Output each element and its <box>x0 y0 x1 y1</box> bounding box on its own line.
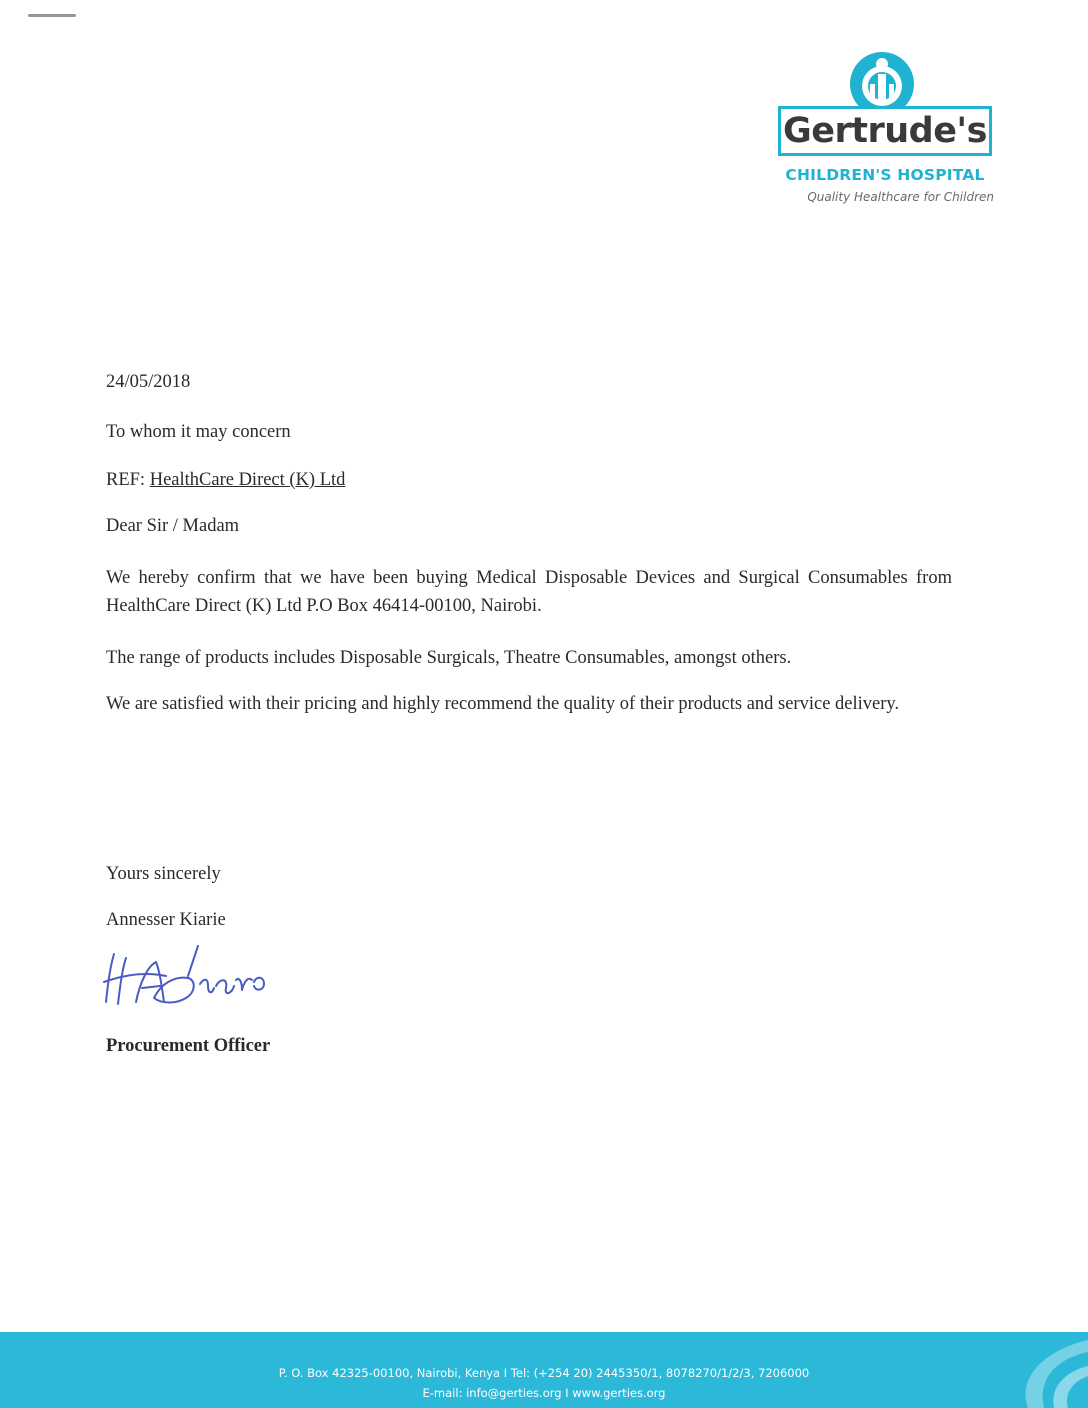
letter-paragraph-2: The range of products includes Disposable Surgicals, Theatre Consumables, amongst others. <box>106 648 792 668</box>
scan-artifact-line <box>28 14 76 17</box>
letter-closing: Yours sincerely <box>106 864 221 884</box>
letter-paragraph-1: We hereby confirm that we have been buying Medical Disposable Devices and Surgical Consumables from HealthCare Direct (K) Ltd P.O Box 46414-00100, Nairobi. <box>106 568 952 616</box>
footer-address: P. O. Box 42325-00100, Nairobi, Kenya I Tel: (+254 20) 2445350/1, 8078270/1/2/3, 7206000 <box>278 1366 810 1380</box>
handwritten-signature <box>96 932 276 1022</box>
hospital-logo <box>770 50 1000 215</box>
signatory-title: Procurement Officer <box>106 1036 271 1056</box>
letter-recipient: To whom it may concern <box>106 422 291 442</box>
letterhead-footer <box>0 1332 1088 1408</box>
letter-greeting: Dear Sir / Madam <box>106 516 240 536</box>
reference-prefix: REF: <box>106 470 150 490</box>
signatory-name: Annesser Kiarie <box>106 910 226 930</box>
footer-contact: E-mail: info@gerties.org I www.gerties.org <box>422 1386 666 1400</box>
hospital-tagline: Quality Healthcare for Children <box>807 190 994 204</box>
letter-reference <box>106 466 345 494</box>
logo-name-box <box>778 106 992 156</box>
hospital-name: Gertrude's <box>783 110 987 151</box>
letter-paragraph-3: We are satisfied with their pricing and highly recommend the quality of their products and service delivery. <box>106 694 900 714</box>
reference-company: HealthCare Direct (K) Ltd <box>149 470 346 490</box>
hospital-subtitle: CHILDREN'S HOSPITAL <box>785 166 985 184</box>
letter-date: 24/05/2018 <box>106 372 191 392</box>
